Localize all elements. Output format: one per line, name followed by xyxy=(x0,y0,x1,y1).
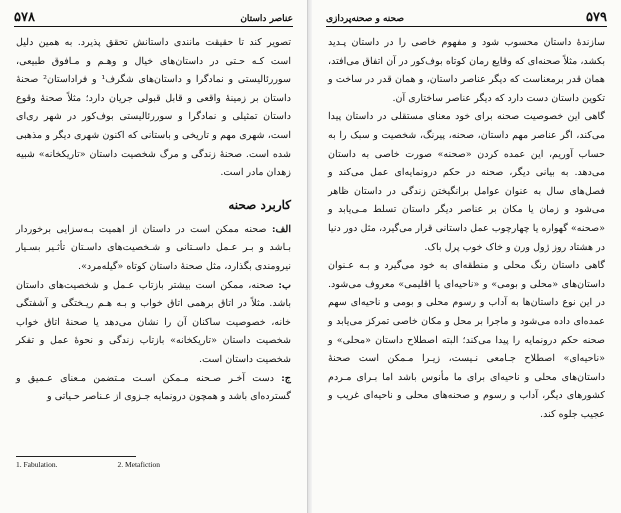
left-page-number: ۵۷۸ xyxy=(14,10,35,25)
left-running-head: عناصر داستان xyxy=(240,14,293,24)
right-paragraph-3: گاهی داستان رنگ محلی و منطقه‌ای به خود می‌گیرد و بـه عـنوان داستان‌های «محلی و بومی» و «ناحیه‌ای یا اقلیمی» معروف می‌شود. در این نوع داستان‌ها به آداب و رسوم محلی و بومی و ناحیه‌ای سهم عمده‌ای داده می‌شود و ماجرا بر محل و مکان خاصی تمرکز می‌یابد و صحنه حکم درونمایه را پیدا می‌کند؛ البته اصطلاح داستان «محلی» و «ناحیه‌ای» اصطلاح جـامعی نـیست، زیـرا مـمکن است صحنهٔ داستان‌های محلی و ناحیه‌ای برای ما مأنوس باشد اما بـرای مـردم کشورهای دیگر، آداب و رسوم و صحنه‌های محلی و ناحیه‌ای غریب و عجیب جلوه کند. xyxy=(328,260,605,420)
right-page-header xyxy=(326,8,607,27)
right-page-number: ۵۷۹ xyxy=(586,10,607,25)
footnote-1: 1. Fabulation. xyxy=(16,460,58,469)
item-c-lead: ج: xyxy=(281,372,291,384)
right-page xyxy=(312,0,621,513)
item-b-lead: ب: xyxy=(278,279,291,291)
left-paragraph-1: تصویر کند تا حقیقت مانندی داستانش تحقق پذیرد. به همین دلیل است کـه حـتی در داستان‌های خیال و وهـم و مـافوق طبیعی، سوررئالیستی و نمادگرا و داستان‌های شگرف¹ و فراداستان² صحنهٔ داستان بر زمینهٔ واقعی و قابل قبولی جریان دارد؛ مثلاً صحنهٔ وقوع داستان تمثیلی و نمادگرا و سوررئالیستی بوف‌کور در شهر ری‌ای است، شهری مهم و تاریخی و باستانی که اکنون شهری دیگر و مذهبی شده است. صحنهٔ زندگی و مرگ شخصیت داستان «تاریکخانه» شبیه زهدان مادر است. xyxy=(16,37,292,179)
left-page xyxy=(0,0,308,513)
item-b-text: صحنه، ممکن است بیشتر بازتاب عـمل و شخصیت‌های داستان باشد. مثلاً در اتاق برهمی اتاق خواب و بـه هـم ریـختگی و آشفتگی خانه، خصوصیت ساکنان آن را نشان می‌دهد یا صحنهٔ اتاق خواب شخصیت داستان «تاریکخانه» بازتاب زندگی و نحوهٔ عمل و تفکر شخصیت داستان است. xyxy=(16,279,291,365)
footnote-rule xyxy=(16,456,136,457)
right-paragraph-2: گاهی این خصوصیت صحنه برای خود معنای مستقلی در داستان پیدا می‌کند، اگر عناصر مهم داستان، صحنه، پیرنگ، شخصیت و سبک را به حساب آوریم، این عمده کردن «صحنه» صورت خاصی به داستان می‌دهد. به بیانی دیگر، صحنه در حکم درونمایه‌ای عمل می‌کند و فصل‌های سال به عنوان عوامل برانگیختن زندگی در داستان ظاهر می‌شود و زمان یا مکان بر عناصر دیگر داستان تسلط مـی‌یابد و «صحنه» گهواره یا چهارچوب عمل داستانی قرار می‌گیرد، مثل دور دنیا در هشتاد روز ژول ورن و خاک خوب پرل باک. xyxy=(328,111,605,253)
right-page-body xyxy=(328,34,605,424)
item-b xyxy=(16,277,291,370)
right-running-head: صحنه و صحنه‌پردازی xyxy=(326,14,404,24)
left-page-body xyxy=(16,34,291,407)
footnote-2: 2. Metafiction xyxy=(117,460,160,469)
item-c xyxy=(16,370,291,407)
footnotes xyxy=(16,460,291,469)
item-c-text: دست آخـر صـحنه مـمکن اسـت مـتضمن مـعنای عـمیق و گسترده‌ای باشد و همچون درونمایه جـزوی از عـناصر حـیاتی و xyxy=(16,372,291,403)
item-a-text: صحنه ممکن است در داستان از اهمیت بـه‌سزایی برخوردار بـاشد و بـر عـمل داسـتانی و شـخصیت‌های داسـتان تأثـیر بسـیار نیرومندی بگذارد، مثل صحنهٔ داستان کوتاه «گیله‌مرد». xyxy=(16,223,291,272)
section-title: کاربرد صحنه xyxy=(228,197,291,212)
item-a-lead: الف: xyxy=(271,223,291,235)
right-paragraph-1: سازندهٔ داستان محسوب شود و مفهوم خاصی را در داستان پـدید بکشد، مثلاً صحنه‌ای که وقایع رمان کوتاه بوف‌کور در آن اتفاق می‌افتد، همان قدر برمعناست که دیگر عناصر داستان، و همان قدر در ساخت و تکوین داستان دست دارد که دیگر عناصر ساختاری آن. xyxy=(328,37,605,104)
left-page-header xyxy=(14,8,293,27)
item-a xyxy=(16,221,291,277)
